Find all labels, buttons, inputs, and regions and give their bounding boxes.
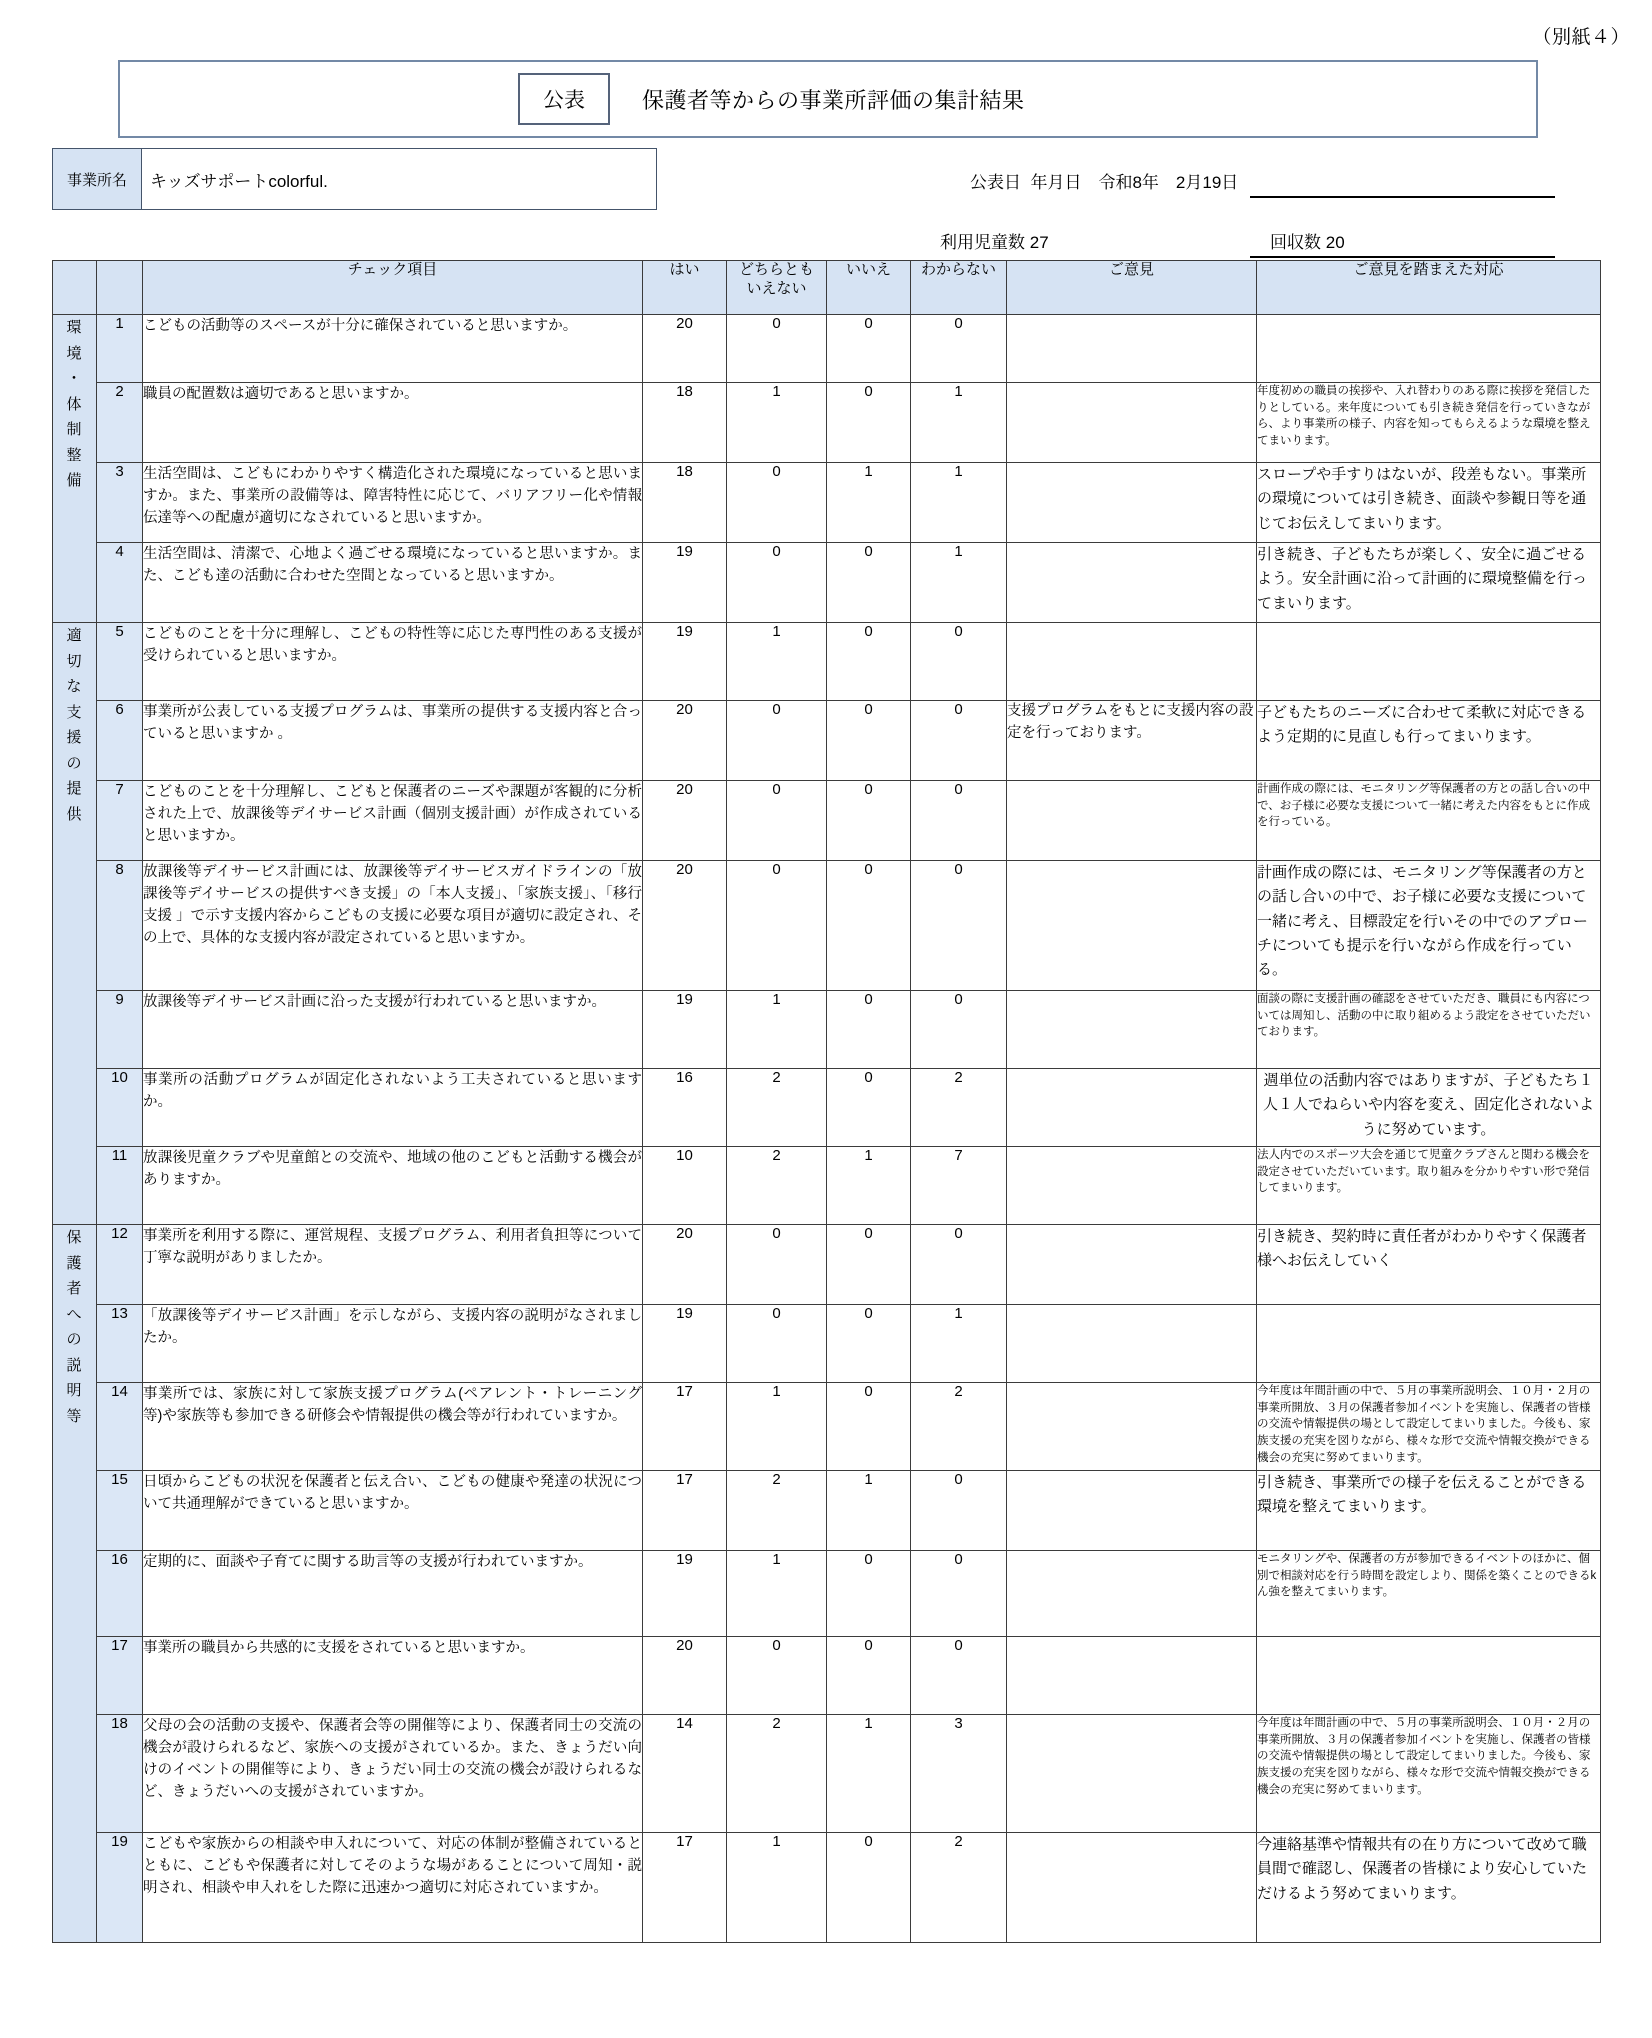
- col-header-neither-line2: いえない: [746, 279, 807, 297]
- unknown-count-cell: 2: [911, 1069, 1007, 1147]
- check-item-cell: 事業所の活動プログラムが固定化されないよう工夫されていると思いますか。: [143, 1069, 643, 1147]
- col-header-neither-line1: どちらとも: [738, 261, 814, 278]
- table-row: [53, 991, 1601, 1069]
- row-number-cell: 5: [97, 623, 143, 701]
- unknown-count-cell: 0: [911, 861, 1007, 991]
- check-item-cell: 放課後等デイサービス計画には、放課後等デイサービスガイドラインの「放課後等デイサービスの提供すべき支援」の「本人支援」、「家族支援」、「移行支援 」で示す支援内容からこどもの支援に必要な項目が適切に設定され、その上で、具体的な支援内容が設定されていると思いますか。: [143, 861, 643, 991]
- opinion-cell: [1007, 991, 1257, 1069]
- table-row: [53, 543, 1601, 623]
- check-item-cell: 生活空間は、清潔で、心地よく過ごせる環境になっていると思いますか。また、こども達の活動に合わせた空間となっていると思いますか。: [143, 543, 643, 623]
- opinion-cell: [1007, 543, 1257, 623]
- response-count: [1270, 228, 1345, 253]
- section-label-1: [53, 315, 97, 623]
- section-label-char: 整: [66, 446, 83, 464]
- unknown-count-cell: 1: [911, 383, 1007, 463]
- row-number-cell: 14: [97, 1383, 143, 1471]
- table-row: [53, 1551, 1601, 1637]
- table-header-row: [53, 261, 1601, 315]
- table-row: [53, 1383, 1601, 1471]
- neither-count-cell: 1: [727, 1833, 827, 1943]
- neither-count-cell: 0: [727, 315, 827, 383]
- unknown-count-cell: 0: [911, 315, 1007, 383]
- opinion-cell: [1007, 861, 1257, 991]
- col-header-neither: [727, 261, 827, 315]
- response-cell: 子どもたちのニーズに合わせて柔軟に対応できるよう定期的に見直しも行ってまいります。: [1257, 701, 1601, 781]
- row-number-cell: 11: [97, 1147, 143, 1225]
- publish-date-value: 令和8年 2月19日: [1098, 173, 1239, 192]
- unknown-count-cell: 3: [911, 1715, 1007, 1833]
- page-title: 保護者等からの事業所評価の集計結果: [642, 87, 1025, 113]
- neither-count-cell: 1: [727, 991, 827, 1069]
- check-item-cell: 事業所を利用する際に、運営規程、支援プログラム、利用者負担等について丁寧な説明がありましたか。: [143, 1225, 643, 1305]
- check-item-cell: 職員の配置数は適切であると思いますか。: [143, 383, 643, 463]
- response-cell: [1257, 623, 1601, 701]
- row-number-cell: 10: [97, 1069, 143, 1147]
- section-label-char: 等: [66, 1407, 83, 1425]
- row-number-cell: 17: [97, 1637, 143, 1715]
- neither-count-cell: 0: [727, 463, 827, 543]
- row-number-cell: 6: [97, 701, 143, 781]
- counts-row: [940, 228, 1640, 253]
- children-count: [940, 228, 1270, 253]
- unknown-count-cell: 2: [911, 1833, 1007, 1943]
- check-item-cell: 定期的に、面談や子育てに関する助言等の支援が行われていますか。: [143, 1551, 643, 1637]
- neither-count-cell: 0: [727, 701, 827, 781]
- section-label-char: 保: [66, 1229, 83, 1246]
- unknown-count-cell: 0: [911, 623, 1007, 701]
- response-cell: [1257, 1305, 1601, 1383]
- section-label-char: ・: [66, 370, 83, 387]
- row-number-cell: 18: [97, 1715, 143, 1833]
- neither-count-cell: 0: [727, 861, 827, 991]
- unknown-count-cell: 1: [911, 463, 1007, 543]
- row-number-cell: 16: [97, 1551, 143, 1637]
- response-cell: 計画作成の際には、モニタリング等保護者の方との話し合いの中で、お子様に必要な支援について一緒に考え、目標設定を行いその中でのアプローチについても提示を行いながら作成を行っている。: [1257, 861, 1601, 991]
- row-number-cell: 9: [97, 991, 143, 1069]
- survey-results-table: [52, 260, 1601, 1943]
- opinion-cell: [1007, 383, 1257, 463]
- unknown-count-cell: 1: [911, 1305, 1007, 1383]
- check-item-cell: 放課後児童クラブや児童館との交流や、地域の他のこどもと活動する機会がありますか。: [143, 1147, 643, 1225]
- response-count-value: 20: [1325, 233, 1345, 252]
- opinion-cell: [1007, 1471, 1257, 1551]
- section-label-char: 援: [66, 729, 83, 746]
- check-item-cell: 事業所が公表している支援プログラムは、事業所の提供する支援内容と合っていると思いますか 。: [143, 701, 643, 781]
- neither-count-cell: 2: [727, 1147, 827, 1225]
- response-cell: [1257, 1637, 1601, 1715]
- table-row: [53, 1833, 1601, 1943]
- response-count-label: 回収数: [1270, 233, 1321, 252]
- section-label-char: 者: [66, 1280, 83, 1297]
- neither-count-cell: 0: [727, 1637, 827, 1715]
- neither-count-cell: 1: [727, 1383, 827, 1471]
- section-label-char: 切: [66, 652, 83, 670]
- response-cell: 面談の際に支援計画の確認をさせていただき、職員にも内容については周知し、活動の中に取り組めるよう設定をさせていただいております。: [1257, 991, 1601, 1069]
- response-cell: 引き続き、契約時に責任者がわかりやすく保護者様へお伝えしていく: [1257, 1225, 1601, 1305]
- no-count-cell: 0: [827, 1637, 911, 1715]
- opinion-cell: [1007, 1225, 1257, 1305]
- section-label-char: の: [66, 754, 83, 772]
- table-row: [53, 623, 1601, 701]
- check-item-cell: 事業所の職員から共感的に支援をされていると思いますか。: [143, 1637, 643, 1715]
- opinion-cell: [1007, 1551, 1257, 1637]
- no-count-cell: 0: [827, 991, 911, 1069]
- unknown-count-cell: 2: [911, 1383, 1007, 1471]
- table-row: [53, 315, 1601, 383]
- office-name-label: 事業所名: [53, 149, 142, 209]
- no-count-cell: 1: [827, 1471, 911, 1551]
- opinion-cell: 支援プログラムをもとに支援内容の設定を行っております。: [1007, 701, 1257, 781]
- section-label-char: 提: [66, 780, 83, 797]
- yes-count-cell: 20: [643, 315, 727, 383]
- section-label-char: の: [66, 1331, 83, 1348]
- unknown-count-cell: 1: [911, 543, 1007, 623]
- table-row: [53, 383, 1601, 463]
- check-item-cell: 事業所では、家族に対して家族支援プログラム(ペアレント・トレーニング等)や家族等も参加できる研修会や情報提供の機会等が行われていますか。: [143, 1383, 643, 1471]
- opinion-cell: [1007, 1383, 1257, 1471]
- yes-count-cell: 20: [643, 701, 727, 781]
- col-header-no: いいえ: [827, 261, 911, 315]
- unknown-count-cell: 0: [911, 781, 1007, 861]
- section-label-char: 体: [66, 395, 83, 413]
- no-count-cell: 0: [827, 1305, 911, 1383]
- response-cell: 今年度は年間計画の中で、５月の事業所説明会、１０月・２月の事業所開放、３月の保護者参加イベントを実施し、保護者の皆様の交流や情報提供の場として設定してまいりました。今後も、家族支援の充実を図りながら、様々な形で交流や情報交換ができる機会の充実に努めてまいります。: [1257, 1715, 1601, 1833]
- opinion-cell: [1007, 315, 1257, 383]
- children-count-value: 27: [1029, 233, 1049, 252]
- opinion-cell: [1007, 1305, 1257, 1383]
- counts-rule: [1250, 256, 1555, 258]
- section-label-3: [53, 1225, 97, 1943]
- unknown-count-cell: 0: [911, 1637, 1007, 1715]
- neither-count-cell: 1: [727, 1551, 827, 1637]
- yes-count-cell: 17: [643, 1383, 727, 1471]
- col-header-section: [53, 261, 97, 315]
- response-cell: 計画作成の際には、モニタリング等保護者の方との話し合いの中で、お子様に必要な支援について一緒に考えた内容をもとに作成を行っている。: [1257, 781, 1601, 861]
- row-number-cell: 13: [97, 1305, 143, 1383]
- unknown-count-cell: 7: [911, 1147, 1007, 1225]
- check-item-cell: こどものことを十分理解し、こどもと保護者のニーズや課題が客観的に分析された上で、放課後等デイサービス計画（個別支援計画）が作成されていると思いますか。: [143, 781, 643, 861]
- title-banner: [118, 60, 1538, 138]
- yes-count-cell: 19: [643, 1551, 727, 1637]
- row-number-cell: 4: [97, 543, 143, 623]
- no-count-cell: 1: [827, 1147, 911, 1225]
- check-item-cell: こどものことを十分に理解し、こどもの特性等に応じた専門性のある支援が受けられていると思いますか。: [143, 623, 643, 701]
- yes-count-cell: 20: [643, 1225, 727, 1305]
- table-row: [53, 1147, 1601, 1225]
- yes-count-cell: 20: [643, 781, 727, 861]
- section-label-2: [53, 623, 97, 1225]
- neither-count-cell: 0: [727, 1225, 827, 1305]
- section-label-char: へ: [66, 1305, 83, 1323]
- yes-count-cell: 20: [643, 861, 727, 991]
- col-header-opinion: ご意見: [1007, 261, 1257, 315]
- yes-count-cell: 17: [643, 1833, 727, 1943]
- office-name-box: [52, 148, 657, 210]
- check-item-cell: 「放課後等デイサービス計画」を示しながら、支援内容の説明がなされましたか。: [143, 1305, 643, 1383]
- section-label-char: 境: [66, 344, 83, 362]
- yes-count-cell: 18: [643, 383, 727, 463]
- row-number-cell: 7: [97, 781, 143, 861]
- response-cell: 今年度は年間計画の中で、５月の事業所説明会、１０月・２月の事業所開放、３月の保護者参加イベントを実施し、保護者の皆様の交流や情報提供の場として設定してまいりました。今後も、家族支援の充実を図りながら、様々な形で交流や情報交換ができる機会の充実に努めてまいります。: [1257, 1383, 1601, 1471]
- response-cell: スロープや手すりはないが、段差もない。事業所の環境については引き続き、面談や参観日等を通じてお伝えしてまいります。: [1257, 463, 1601, 543]
- opinion-cell: [1007, 1147, 1257, 1225]
- response-cell: 週単位の活動内容ではありますが、子どもたち１人１人でねらいや内容を変え、固定化されないように努めています。: [1257, 1069, 1601, 1147]
- col-header-yes: はい: [643, 261, 727, 315]
- row-number-cell: 12: [97, 1225, 143, 1305]
- office-name-value: キッズサポートcolorful.: [150, 171, 328, 191]
- response-cell: 法人内でのスポーツ大会を通じて児童クラブさんと関わる機会を設定させていただいています。取り組みを分かりやすい形で発信してまいります。: [1257, 1147, 1601, 1225]
- table-row: [53, 701, 1601, 781]
- publish-date-rule: [1250, 196, 1555, 198]
- response-cell: [1257, 315, 1601, 383]
- section-label-char: な: [66, 678, 83, 695]
- section-label-char: 適: [66, 627, 83, 644]
- response-cell: 年度初めの職員の挨拶や、入れ替わりのある際に挨拶を発信したりとしている。来年度についても引き続き発信を行っていきながら、より事業所の様子、内容を知ってもらえるような環境を整えてまいります。: [1257, 383, 1601, 463]
- no-count-cell: 0: [827, 1551, 911, 1637]
- opinion-cell: [1007, 781, 1257, 861]
- table-row: [53, 1637, 1601, 1715]
- section-label-char: 説: [66, 1356, 83, 1374]
- section-label-char: 護: [66, 1254, 83, 1272]
- section-label-char: 供: [66, 805, 83, 823]
- row-number-cell: 15: [97, 1471, 143, 1551]
- no-count-cell: 0: [827, 383, 911, 463]
- neither-count-cell: 0: [727, 1305, 827, 1383]
- unknown-count-cell: 0: [911, 991, 1007, 1069]
- opinion-cell: [1007, 623, 1257, 701]
- check-item-cell: こどもや家族からの相談や申入れについて、対応の体制が整備されているとともに、こどもや保護者に対してそのような場があることについて周知・説明され、相談や申入れをした際に迅速かつ適切に対応されていますか。: [143, 1833, 643, 1943]
- row-number-cell: 19: [97, 1833, 143, 1943]
- row-number-cell: 3: [97, 463, 143, 543]
- check-item-cell: こどもの活動等のスペースが十分に確保されていると思いますか。: [143, 315, 643, 383]
- no-count-cell: 1: [827, 463, 911, 543]
- neither-count-cell: 1: [727, 383, 827, 463]
- unknown-count-cell: 0: [911, 1225, 1007, 1305]
- children-count-label: 利用児童数: [940, 233, 1025, 252]
- section-label-char: 備: [66, 472, 83, 489]
- yes-count-cell: 10: [643, 1147, 727, 1225]
- no-count-cell: 1: [827, 1715, 911, 1833]
- row-number-cell: 1: [97, 315, 143, 383]
- no-count-cell: 0: [827, 543, 911, 623]
- no-count-cell: 0: [827, 1225, 911, 1305]
- table-row: [53, 1305, 1601, 1383]
- no-count-cell: 0: [827, 1069, 911, 1147]
- check-item-cell: 日頃からこどもの状況を保護者と伝え合い、こどもの健康や発達の状況について共通理解ができていると思いますか。: [143, 1471, 643, 1551]
- table-row: [53, 463, 1601, 543]
- table-row: [53, 781, 1601, 861]
- table-row: [53, 1715, 1601, 1833]
- neither-count-cell: 2: [727, 1715, 827, 1833]
- col-header-unknown: わからない: [911, 261, 1007, 315]
- table-row: [53, 1225, 1601, 1305]
- response-cell: 引き続き、子どもたちが楽しく、安全に過ごせるよう。安全計画に沿って計画的に環境整備を行ってまいります。: [1257, 543, 1601, 623]
- yes-count-cell: 14: [643, 1715, 727, 1833]
- no-count-cell: 0: [827, 701, 911, 781]
- survey-table-body: [53, 315, 1601, 1943]
- no-count-cell: 0: [827, 861, 911, 991]
- no-count-cell: 0: [827, 623, 911, 701]
- section-label-char: 支: [66, 703, 83, 721]
- check-item-cell: 父母の会の活動の支援や、保護者会等の開催等により、保護者同士の交流の機会が設けられるなど、家族への支援がされているか。また、きょうだい向けのイベントの開催等により、きょうだい同士の交流の機会が設けられるなど、きょうだいへの支援がされていますか。: [143, 1715, 643, 1833]
- neither-count-cell: 1: [727, 623, 827, 701]
- section-label-char: 制: [66, 421, 83, 438]
- unknown-count-cell: 0: [911, 1471, 1007, 1551]
- yes-count-cell: 19: [643, 1305, 727, 1383]
- response-cell: モニタリングや、保護者の方が参加できるイベントのほかに、個別で相談対応を行う時間を設定しより、関係を築くことのできるkん強を整えてまいります。: [1257, 1551, 1601, 1637]
- col-header-response: ご意見を踏まえた対応: [1257, 261, 1601, 315]
- no-count-cell: 0: [827, 1833, 911, 1943]
- check-item-cell: 生活空間は、こどもにわかりやすく構造化された環境になっていると思いますか。また、事業所の設備等は、障害特性に応じて、バリアフリー化や情報伝達等への配慮が適切になされていると思いますか。: [143, 463, 643, 543]
- section-label-char: 環: [66, 319, 83, 336]
- publish-date: [970, 168, 1238, 193]
- col-header-item: チェック項目: [143, 261, 643, 315]
- opinion-cell: [1007, 463, 1257, 543]
- section-label-char: 明: [66, 1382, 83, 1399]
- yes-count-cell: 20: [643, 1637, 727, 1715]
- neither-count-cell: 0: [727, 781, 827, 861]
- neither-count-cell: 2: [727, 1471, 827, 1551]
- yes-count-cell: 19: [643, 623, 727, 701]
- yes-count-cell: 17: [643, 1471, 727, 1551]
- table-row: [53, 861, 1601, 991]
- opinion-cell: [1007, 1715, 1257, 1833]
- row-number-cell: 2: [97, 383, 143, 463]
- publication-badge: 公表: [518, 73, 610, 125]
- no-count-cell: 0: [827, 315, 911, 383]
- yes-count-cell: 19: [643, 991, 727, 1069]
- attachment-number: （別紙４）: [1532, 27, 1630, 48]
- yes-count-cell: 19: [643, 543, 727, 623]
- response-cell: 今連絡基準や情報共有の在り方について改めて職員間で確認し、保護者の皆様により安心していただけるよう努めてまいります。: [1257, 1833, 1601, 1943]
- unknown-count-cell: 0: [911, 701, 1007, 781]
- col-header-number: [97, 261, 143, 315]
- publish-date-label: 公表日 年月日: [970, 173, 1082, 192]
- neither-count-cell: 0: [727, 543, 827, 623]
- no-count-cell: 0: [827, 1383, 911, 1471]
- opinion-cell: [1007, 1637, 1257, 1715]
- opinion-cell: [1007, 1069, 1257, 1147]
- no-count-cell: 0: [827, 781, 911, 861]
- yes-count-cell: 18: [643, 463, 727, 543]
- row-number-cell: 8: [97, 861, 143, 991]
- response-cell: 引き続き、事業所での様子を伝えることができる環境を整えてまいります。: [1257, 1471, 1601, 1551]
- unknown-count-cell: 0: [911, 1551, 1007, 1637]
- check-item-cell: 放課後等デイサービス計画に沿った支援が行われていると思いますか。: [143, 991, 643, 1069]
- table-row: [53, 1471, 1601, 1551]
- neither-count-cell: 2: [727, 1069, 827, 1147]
- yes-count-cell: 16: [643, 1069, 727, 1147]
- table-row: [53, 1069, 1601, 1147]
- opinion-cell: [1007, 1833, 1257, 1943]
